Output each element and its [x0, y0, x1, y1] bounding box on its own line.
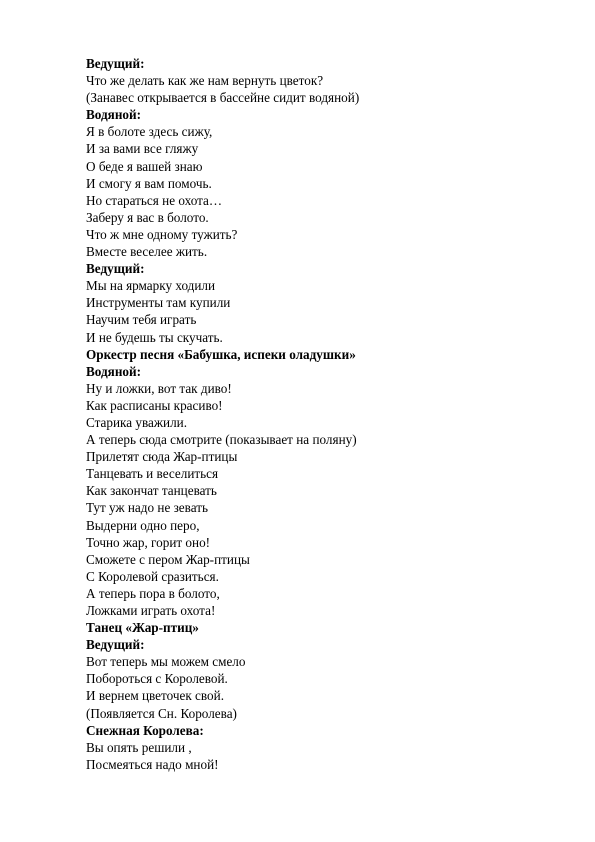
speaker-heading: Танец «Жар-птиц»: [86, 620, 199, 636]
text-line: А теперь пора в болото,: [86, 585, 220, 601]
text-line: Вместе веселее жить.: [86, 244, 208, 260]
text-line: И вернем цветочек свой.: [86, 688, 224, 704]
speaker-heading: Водяной:: [86, 107, 141, 123]
text-line: Что ж мне одному тужить?: [86, 226, 238, 242]
script-text: [86, 55, 556, 773]
text-line: О беде я вашей знаю: [86, 158, 203, 174]
text-line: Заберу я вас в болото.: [86, 209, 209, 225]
text-line: (Появляется Сн. Королева): [86, 705, 237, 721]
text-line: Старика уважили.: [86, 414, 188, 430]
text-line: Мы на ярмарку ходили: [86, 278, 216, 294]
text-line: С Королевой сразиться.: [86, 568, 219, 584]
text-line: Научим тебя играть: [86, 312, 197, 328]
text-line: Тут уж надо не зевать: [86, 500, 209, 516]
text-line: Вот теперь мы можем смело: [86, 654, 246, 670]
text-line: Ложками играть охота!: [86, 603, 216, 618]
text-line: (Занавес открывается в бассейне сидит водяной): [86, 90, 360, 106]
text-line: Посмеяться надо мной!: [86, 756, 219, 772]
speaker-heading: Ведущий:: [86, 261, 145, 277]
text-line: Инструменты там купили: [86, 295, 231, 311]
text-line: Прилетят сюда Жар-птицы: [86, 449, 238, 465]
text-line: Танцевать и веселиться: [86, 466, 219, 482]
text-line: И не будешь ты скучать.: [86, 329, 223, 345]
text-line: Что же делать как же нам вернуть цветок?: [86, 73, 324, 89]
text-line: Как расписаны красиво!: [86, 397, 223, 413]
text-line: Я в болоте здесь сижу,: [86, 124, 213, 140]
speaker-heading: Снежная Королева:: [86, 722, 204, 738]
text-line: Но стараться не охота…: [86, 192, 223, 208]
speaker-heading: Оркестр песня «Бабушка, испеки оладушки»: [86, 346, 356, 362]
text-line: Сможете с пером Жар-птицы: [86, 551, 250, 567]
text-line: Ну и ложки, вот так диво!: [86, 380, 232, 396]
text-line: И смогу я вам помочь.: [86, 175, 212, 191]
text-line: А теперь сюда смотрите (показывает на поляну): [86, 432, 357, 448]
speaker-heading: Ведущий:: [86, 637, 145, 653]
text-line: Выдерни одно перо,: [86, 517, 200, 533]
text-line: Как закончат танцевать: [86, 483, 217, 499]
speaker-heading: Ведущий:: [86, 56, 145, 71]
text-line: И за вами все гляжу: [86, 141, 199, 157]
speaker-heading: Водяной:: [86, 363, 141, 379]
text-line: Вы опять решили ,: [86, 739, 192, 755]
text-line: Побороться с Королевой.: [86, 671, 228, 687]
text-line: Точно жар, горит оно!: [86, 534, 211, 550]
